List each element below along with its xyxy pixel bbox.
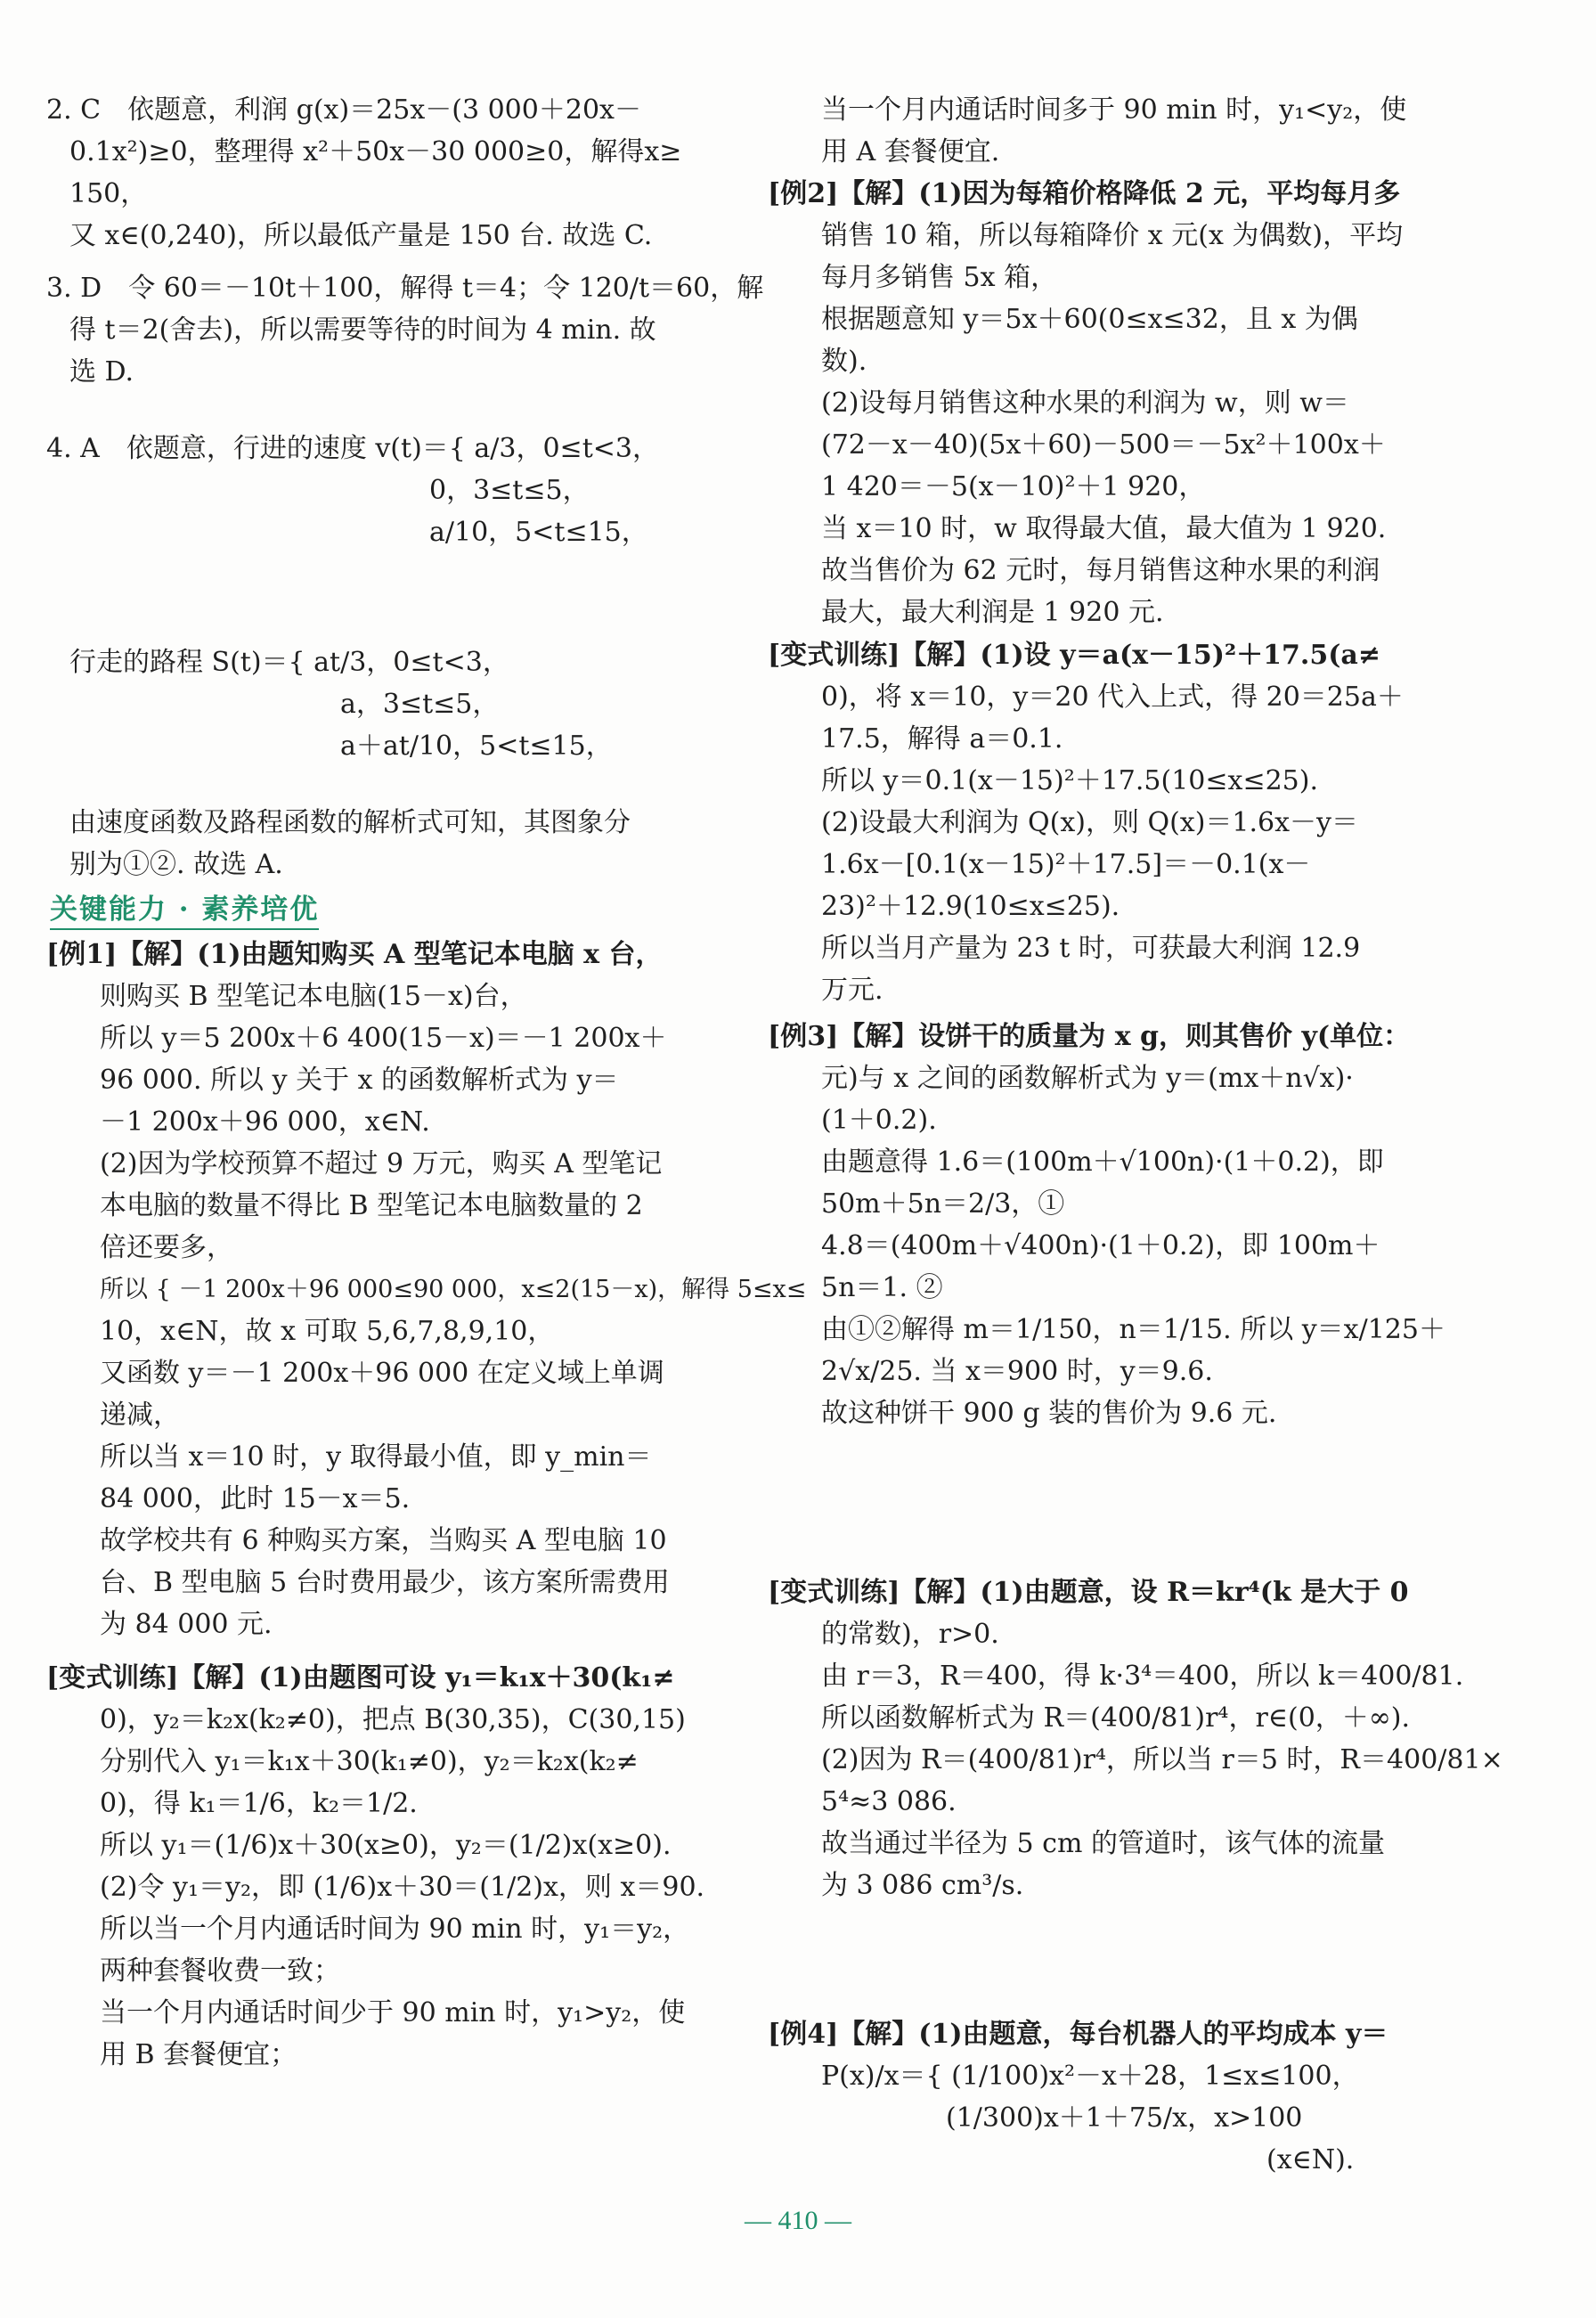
text-line: (2)令 y₁＝y₂，即 (1/6)x＋30＝(1/2)x，则 x＝90.: [100, 1872, 705, 1903]
text-line: (2)设最大利润为 Q(x)，则 Q(x)＝1.6x－y＝: [821, 807, 1358, 838]
text-line: 50m＋5n＝2/3，①: [821, 1188, 1065, 1220]
text-line: 2. C 依题意，利润 g(x)＝25x－(3 000＋20x－: [46, 94, 641, 126]
text-line: 用 B 套餐便宜；: [100, 2039, 297, 2070]
text-line: 5⁴≈3 086.: [821, 1786, 957, 1817]
text-line: 所以当一个月内通话时间为 90 min 时，y₁＝y₂，: [100, 1914, 690, 1945]
text-line: [例3]【解】设饼干的质量为 x g，则其售价 y(单位：: [768, 1021, 1411, 1052]
text-line: 4. A 依题意，行进的速度 v(t)＝{ a/3，0≤t<3，: [46, 433, 659, 464]
q4-velocity-piecewise: [46, 428, 723, 553]
q3-solution: [46, 267, 764, 393]
text-line: a＋at/10，5<t≤15，: [340, 730, 613, 762]
text-line: 由 r＝3，R＝400，得 k·3⁴＝400，所以 k＝400/81.: [821, 1661, 1464, 1692]
text-line: (2)设每月销售这种水果的利润为 w，则 w＝: [821, 388, 1349, 419]
text-line: [变式训练]【解】(1)设 y＝a(x－15)²＋17.5(a≠: [768, 640, 1380, 671]
text-line: (1/300)x＋1＋75/x，x>100: [946, 2102, 1303, 2134]
text-line: 由①②解得 m＝1/150，n＝1/15. 所以 y＝x/125＋: [821, 1314, 1445, 1345]
text-line: (72－x－40)(5x＋60)－500＝－5x²＋100x＋: [821, 429, 1386, 461]
text-line: 用 A 套餐便宜.: [821, 136, 1000, 167]
text-line: 4.8＝(400m＋√400n)·(1＋0.2)，即 100m＋: [821, 1230, 1380, 1261]
text-line: 3. D 令 60＝－10t＋100，解得 t＝4；令 120/t＝60，解: [46, 273, 764, 304]
example-1-solution: [46, 934, 807, 1645]
example-4-solution: [768, 2013, 1445, 2181]
text-line: 当 x＝10 时，w 取得最大值，最大值为 1 920.: [821, 513, 1387, 544]
text-line: a/10，5<t≤15，: [429, 517, 648, 548]
text-line: 又 x∈(0,240)，所以最低产量是 150 台. 故选 C.: [69, 220, 653, 251]
text-line: 行走的路程 S(t)＝{ at/3，0≤t<3，: [69, 647, 509, 678]
text-line: (x∈N).: [1266, 2144, 1355, 2175]
variant-training-3: [768, 1571, 1503, 1906]
variant-training-1-continued: [768, 89, 1445, 173]
text-line: 所以 { －1 200x＋96 000≤90 000，x≤2(15－x)，解得 5≤x≤: [100, 1276, 807, 1303]
text-line: 根据题意知 y＝5x＋60(0≤x≤32，且 x 为偶: [821, 304, 1358, 335]
example-2-solution: [768, 173, 1445, 633]
text-line: 2√x/25. 当 x＝900 时，y＝9.6.: [821, 1356, 1213, 1387]
text-line: 最大，最大利润是 1 920 元.: [821, 597, 1164, 628]
example-3-solution: [768, 1016, 1445, 1434]
text-line: 由速度函数及路程函数的解析式可知，其图象分: [69, 807, 631, 838]
text-line: 所以当 x＝10 时，y 取得最小值，即 y_min＝: [100, 1441, 652, 1473]
text-line: 0)，y₂＝k₂x(k₂≠0)，把点 B(30,35)，C(30,15): [100, 1704, 686, 1735]
q4-conclusion: [46, 802, 723, 886]
text-line: 倍还要多，: [100, 1232, 233, 1263]
variant-training-2: [768, 634, 1445, 1011]
text-line: 故当通过半径为 5 cm 的管道时，该气体的流量: [821, 1828, 1385, 1859]
text-line: 当一个月内通话时间少于 90 min 时，y₁>y₂，使: [100, 1997, 686, 2028]
text-line: 0)，将 x＝10，y＝20 代入上式，得 20＝25a＋: [821, 682, 1404, 713]
text-line: 所以 y＝5 200x＋6 400(15－x)＝－1 200x＋: [100, 1023, 667, 1054]
text-line: 每月多销售 5x 箱，: [821, 262, 1058, 293]
text-line: 由题意得 1.6＝(100m＋√100n)·(1＋0.2)，即: [821, 1147, 1384, 1178]
text-line: 两种套餐收费一致；: [100, 1955, 340, 1987]
text-line: (1＋0.2).: [821, 1105, 937, 1136]
text-line: 当一个月内通话时间多于 90 min 时，y₁<y₂，使: [821, 94, 1407, 126]
text-line: 得 t＝2(舍去)，所以需要等待的时间为 4 min. 故: [69, 314, 656, 346]
text-line: 故学校共有 6 种购买方案，当购买 A 型电脑 10: [100, 1525, 667, 1556]
text-line: [变式训练]【解】(1)由题意，设 R＝kr⁴(k 是大于 0: [768, 1577, 1409, 1608]
text-line: 台、B 型电脑 5 台时费用最少，该方案所需费用: [100, 1567, 670, 1598]
text-line: 所以函数解析式为 R＝(400/81)r⁴，r∈(0，＋∞).: [821, 1702, 1411, 1734]
q4-distance-piecewise: [46, 641, 723, 767]
text-line: 数).: [821, 346, 867, 377]
text-line: 0)，得 k₁＝1/6，k₂＝1/2.: [100, 1788, 418, 1819]
text-line: 1 420＝－5(x－10)²＋1 920，: [821, 471, 1206, 502]
text-line: －1 200x＋96 000，x∈N.: [100, 1106, 430, 1138]
text-line: 0，3≤t≤5，: [429, 475, 590, 506]
text-line: [例1]【解】(1)由题知购买 A 型笔记本电脑 x 台，: [46, 939, 663, 970]
text-line: 元)与 x 之间的函数解析式为 y＝(mx＋n√x)·: [821, 1063, 1354, 1094]
text-line: 5n＝1. ②: [821, 1272, 943, 1303]
text-line: 所以 y₁＝(1/6)x＋30(x≥0)，y₂＝(1/2)x(x≥0).: [100, 1830, 672, 1861]
text-line: 销售 10 箱，所以每箱降价 x 元(x 为偶数)，平均: [821, 220, 1404, 251]
text-line: [变式训练]【解】(1)由题图可设 y₁＝k₁x＋30(k₁≠: [46, 1662, 675, 1694]
text-line: 又函数 y＝－1 200x＋96 000 在定义域上单调: [100, 1358, 664, 1389]
text-line: 1.6x－[0.1(x－15)²＋17.5]＝－0.1(x－: [821, 849, 1311, 880]
text-line: [例4]【解】(1)由题意，每台机器人的平均成本 y＝: [768, 2019, 1388, 2050]
text-line: 本电脑的数量不得比 B 型笔记本电脑数量的 2: [100, 1190, 643, 1221]
text-line: 84 000，此时 15－x＝5.: [100, 1483, 411, 1514]
text-line: 故当售价为 62 元时，每月销售这种水果的利润: [821, 555, 1380, 586]
text-line: 的常数)，r>0.: [821, 1619, 999, 1650]
text-line: a，3≤t≤5，: [340, 689, 500, 720]
text-line: 10，x∈N，故 x 可取 5,6,7,8,9,10，: [100, 1316, 555, 1347]
q2-solution: [46, 89, 723, 257]
text-line: 分别代入 y₁＝k₁x＋30(k₁≠0)，y₂＝k₂x(k₂≠: [100, 1746, 639, 1777]
text-line: 选 D.: [69, 356, 134, 388]
section-title: 关键能力 · 素养培优: [50, 886, 319, 930]
text-line: 为 3 086 cm³/s.: [821, 1870, 1024, 1901]
text-line: 96 000. 所以 y 关于 x 的函数解析式为 y＝: [100, 1065, 619, 1096]
text-line: 23)²＋12.9(10≤x≤25).: [821, 891, 1120, 922]
text-line: 150，: [69, 178, 148, 209]
text-line: 万元.: [821, 975, 884, 1006]
text-line: P(x)/x＝{ (1/100)x²－x＋28，1≤x≤100，: [821, 2061, 1359, 2092]
text-line: (2)因为 R＝(400/81)r⁴，所以当 r＝5 时，R＝400/81×: [821, 1744, 1503, 1775]
text-line: (2)因为学校预算不超过 9 万元，购买 A 型笔记: [100, 1148, 663, 1179]
text-line: 0.1x²)≥0，整理得 x²＋50x－30 000≥0，解得x≥: [69, 136, 682, 167]
page-number: — 410 —: [745, 2206, 851, 2235]
text-line: 所以 y＝0.1(x－15)²＋17.5(10≤x≤25).: [821, 765, 1319, 796]
text-line: [例2]【解】(1)因为每箱价格降低 2 元，平均每月多: [768, 178, 1401, 209]
text-line: 递减，: [100, 1400, 180, 1431]
text-line: 所以当月产量为 23 t 时，可获最大利润 12.9: [821, 933, 1361, 964]
text-line: 别为①②. 故选 A.: [69, 849, 283, 880]
text-line: 则购买 B 型笔记本电脑(15－x)台，: [100, 981, 527, 1012]
text-line: 故这种饼干 900 g 装的售价为 9.6 元.: [821, 1398, 1277, 1429]
text-line: 17.5，解得 a＝0.1.: [821, 723, 1063, 755]
text-line: 为 84 000 元.: [100, 1609, 273, 1640]
variant-training-1: [46, 1657, 723, 2076]
